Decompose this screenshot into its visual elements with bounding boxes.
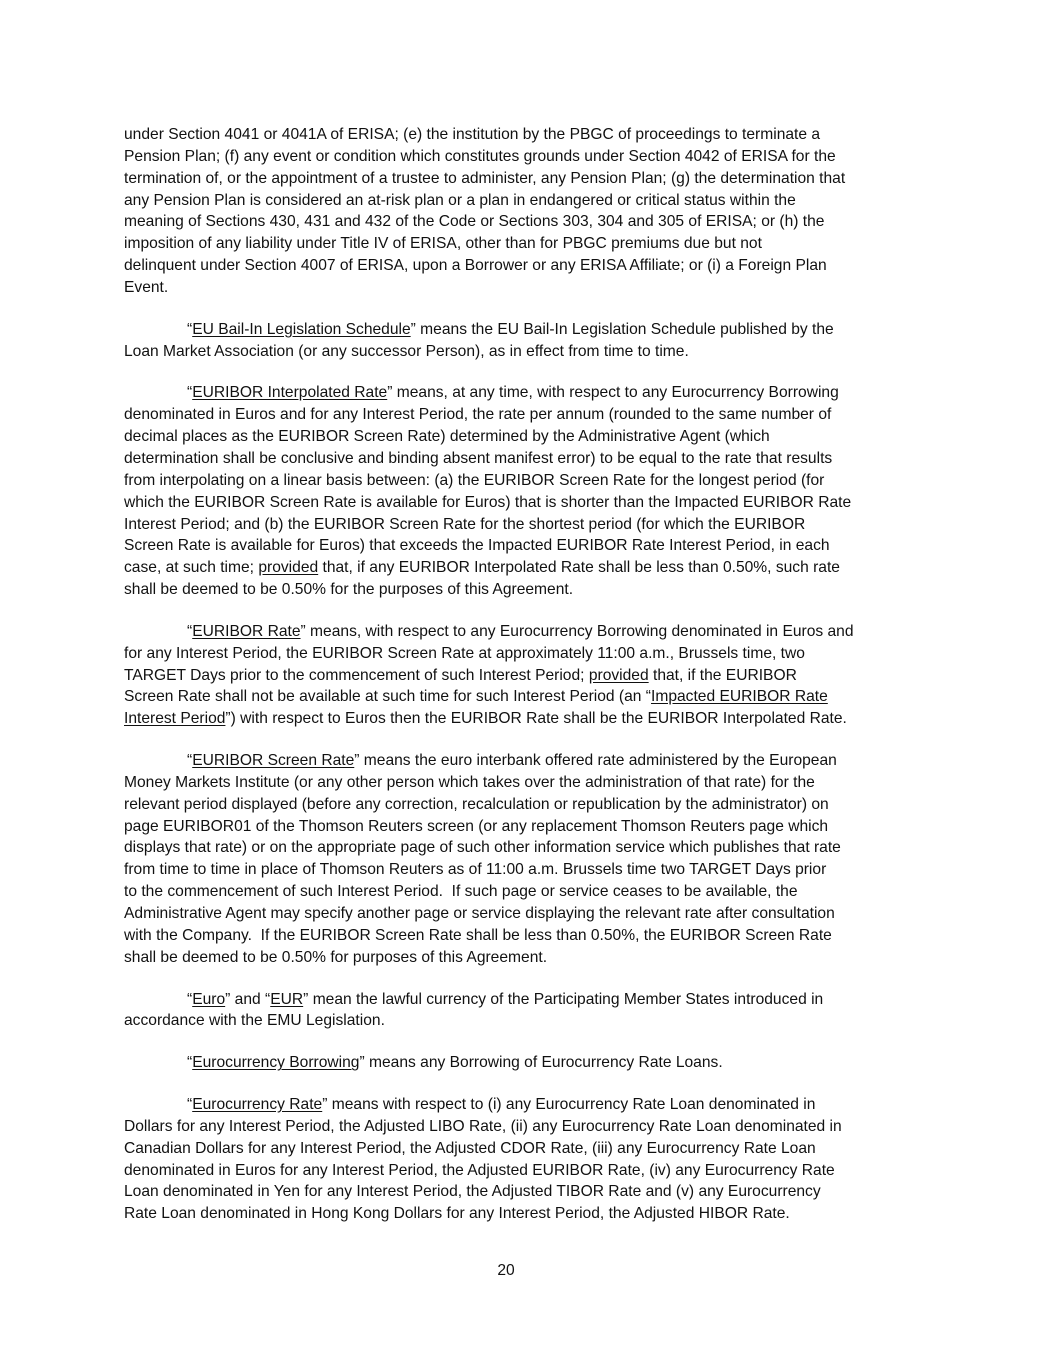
text-line: Pension Plan; (f) any event or condition which constitutes grounds under Section 4042 of ERISA for the: [124, 147, 836, 165]
text-line: from interpolating on a linear basis between: (a) the EURIBOR Screen Rate for the longest period (for: [124, 471, 825, 489]
text-segment: ” means any Borrowing of Eurocurrency Rate Loans.: [359, 1054, 723, 1072]
text-segment: Screen Rate shall not be available at such time for such Interest Period (an “: [124, 688, 651, 706]
text-line: [124, 989, 944, 1011]
text-line: relevant period displayed (before any correction, recalculation or republication by the administrator) on: [124, 795, 829, 813]
text-segment: ” and “: [225, 990, 271, 1008]
paragraph: [124, 989, 944, 1033]
text-segment: TARGET Days prior to the commencement of such Interest Period;: [124, 666, 589, 684]
text-segment: “: [187, 990, 193, 1008]
text-line: delinquent under Section 4007 of ERISA, upon a Borrower or any ERISA Affiliate; or (i) a Foreign Plan: [124, 257, 827, 275]
text-line: Interest Period; and (b) the EURIBOR Screen Rate for the shortest period (for which the EURIBOR: [124, 515, 806, 533]
text-segment: “: [187, 1096, 193, 1114]
text-line: which the EURIBOR Screen Rate is available for Euros) that is shorter than the Impacted EURIBOR Rate: [124, 493, 852, 511]
text-line: for any Interest Period, the EURIBOR Screen Rate at approximately 11:00 a.m., Brussels time, two: [124, 644, 805, 662]
defined-term: Euro: [192, 990, 226, 1008]
text-line: [124, 319, 944, 341]
defined-term: provided: [258, 559, 319, 577]
text-line: [124, 1052, 944, 1074]
text-segment: that, if any EURIBOR Interpolated Rate shall be less than 0.50%, such rate: [318, 559, 840, 577]
text-line: [124, 686, 944, 708]
text-line: denominated in Euros for any Interest Period, the Adjusted EURIBOR Rate, (iv) any Eurocurrency Rate: [124, 1161, 835, 1179]
text-line: to the commencement of such Interest Period. If such page or service ceases to be available, the: [124, 883, 798, 901]
text-segment: “: [187, 622, 193, 640]
text-line: Loan denominated in Yen for any Interest Period, the Adjusted TIBOR Rate and (v) any Eurocurrency: [124, 1183, 821, 1201]
text-line: decimal places as the EURIBOR Screen Rate) determined by the Administrative Agent (which: [124, 428, 770, 446]
text-line: Money Markets Institute (or any other person which takes over the administration of that rate) for the: [124, 773, 815, 791]
text-line: with the Company. If the EURIBOR Screen Rate shall be less than 0.50%, the EURIBOR Screen Rate: [124, 926, 832, 944]
text-segment: “: [187, 752, 193, 770]
text-segment: “: [187, 320, 193, 338]
text-line: [124, 665, 944, 687]
text-segment: ” means, at any time, with respect to any Eurocurrency Borrowing: [387, 384, 839, 402]
text-segment: ” mean the lawful currency of the Participating Member States introduced in: [303, 990, 824, 1008]
paragraph: [124, 621, 944, 730]
defined-term: EUR: [270, 990, 304, 1008]
text-segment: ” means the euro interbank offered rate administered by the European: [354, 752, 837, 770]
text-line: any Pension Plan is considered an at-risk plan or a plan in endangered or critical status within the: [124, 191, 796, 209]
defined-term: Interest Period: [124, 710, 226, 728]
text-line: meaning of Sections 430, 431 and 432 of the Code or Sections 303, 304 and 305 of ERISA; or (h) the: [124, 213, 825, 231]
text-segment: ”) with respect to Euros then the EURIBOR Rate shall be the EURIBOR Interpolated Rate.: [225, 710, 847, 728]
document-body: [124, 124, 944, 1245]
text-line: page EURIBOR01 of the Thomson Reuters screen (or any replacement Thomson Reuters page which: [124, 817, 829, 835]
text-line: shall be deemed to be 0.50% for purposes of this Agreement.: [124, 948, 548, 966]
text-line: Administrative Agent may specify another page or service displaying the relevant rate after consultation: [124, 905, 835, 922]
defined-term: EURIBOR Interpolated Rate: [192, 384, 388, 402]
paragraph: [124, 124, 944, 299]
paragraph: [124, 1052, 944, 1074]
text-line: under Section 4041 or 4041A of ERISA; (e) the institution by the PBGC of proceedings to terminate a: [124, 126, 821, 143]
text-line: displays that rate) or on the appropriate page of such other information service which publishes that rate: [124, 839, 841, 857]
text-line: [124, 750, 944, 772]
text-line: imposition of any liability under Title IV of ERISA, other than for PBGC premiums due but not: [124, 235, 762, 253]
defined-term: Eurocurrency Rate: [192, 1096, 323, 1114]
paragraph: [124, 750, 944, 968]
text-segment: that, if the EURIBOR: [648, 666, 797, 684]
text-line: from time to time in place of Thomson Reuters as of 11:00 a.m. Brussels time two TARGET Days prior: [124, 861, 827, 879]
defined-term: provided: [588, 666, 649, 684]
text-segment: “: [187, 1054, 193, 1072]
text-line: Dollars for any Interest Period, the Adjusted LIBO Rate, (ii) any Eurocurrency Rate Loan denominated in: [124, 1117, 842, 1135]
paragraph: [124, 319, 944, 363]
text-line: Screen Rate is available for Euros) that exceeds the Impacted EURIBOR Rate Interest Period, in each: [124, 537, 830, 555]
text-line: accordance with the EMU Legislation.: [124, 1012, 385, 1030]
paragraph: [124, 1094, 944, 1225]
text-segment: case, at such time;: [124, 559, 259, 577]
text-line: [124, 557, 944, 579]
defined-term: EURIBOR Screen Rate: [192, 752, 355, 770]
text-line: [124, 382, 944, 404]
text-line: [124, 708, 944, 730]
text-line: denominated in Euros and for any Interest Period, the rate per annum (rounded to the same number of: [124, 406, 832, 424]
text-line: Rate Loan denominated in Hong Kong Dollars for any Interest Period, the Adjusted HIBOR Rate.: [124, 1205, 790, 1223]
defined-term: Impacted EURIBOR Rate: [651, 688, 828, 706]
text-line: [124, 621, 944, 643]
text-line: determination shall be conclusive and binding absent manifest error) to be equal to the rate that results: [124, 449, 833, 467]
paragraph: [124, 382, 944, 600]
text-line: Loan Market Association (or any successor Person), as in effect from time to time.: [124, 342, 689, 360]
text-line: termination of, or the appointment of a trustee to administer, any Pension Plan; (g) the determination that: [124, 169, 846, 187]
text-line: shall be deemed to be 0.50% for the purposes of this Agreement.: [124, 581, 574, 599]
text-line: Canadian Dollars for any Interest Period, the Adjusted CDOR Rate, (iii) any Eurocurrency Rate Loan: [124, 1139, 816, 1157]
text-segment: ” means the EU Bail-In Legislation Schedule published by the: [410, 320, 834, 338]
page-number: 20: [497, 1262, 515, 1279]
defined-term: Eurocurrency Borrowing: [192, 1054, 360, 1072]
text-line: [124, 1094, 944, 1116]
text-segment: ” means with respect to (i) any Eurocurrency Rate Loan denominated in: [322, 1096, 816, 1114]
text-line: Event.: [124, 278, 169, 296]
defined-term: EURIBOR Rate: [192, 622, 301, 640]
text-segment: ” means, with respect to any Eurocurrency Borrowing denominated in Euros and: [300, 622, 854, 640]
defined-term: EU Bail-In Legislation Schedule: [192, 320, 411, 338]
text-segment: “: [187, 384, 193, 402]
